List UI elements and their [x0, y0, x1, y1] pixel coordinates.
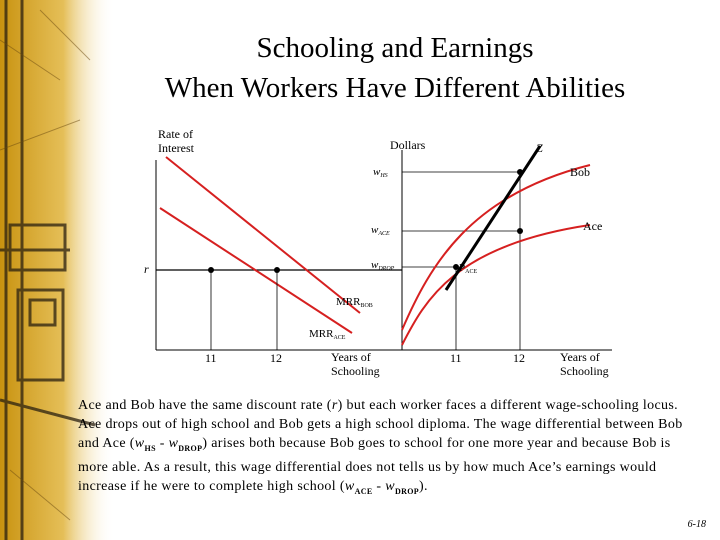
- title-line-2: When Workers Have Different Abilities: [164, 72, 626, 104]
- mrr-ace-label: $MRR_{ACE}$: [309, 328, 346, 341]
- left-point-ace: [208, 267, 214, 273]
- mrr-bob-label: $MRR_{BOB}$: [336, 296, 373, 309]
- explanation-paragraph: Ace and Bob have the same discount rate (r) but each worker faces a different wage-schooling locus. Ace drops out of high school and Bob gets a high school diploma. The wage differential between Bob and Ace $(w_{HS} - w_{DROP})$ arises both because Bob goes to school for one more year and because Bob is more able. As a result, this wage differential does not tells us by how much Ace’s earnings would increase if he were to complete high school $(w_{ACE} - w_{DROP})$.: [78, 398, 683, 496]
- ace-label: Ace: [583, 219, 603, 233]
- left-y-label-2: Interest: [158, 141, 194, 155]
- right-x-label-2: Schooling: [560, 364, 609, 378]
- z-label: Z: [536, 141, 543, 155]
- left-x-label-2: Schooling: [331, 364, 380, 378]
- title-line-1: Schooling and Earnings: [256, 32, 534, 64]
- right-tick-11: 11: [450, 351, 462, 365]
- bob-label: Bob: [570, 165, 591, 179]
- r-label: r: [144, 262, 149, 276]
- w-ace-label: $w_{ACE}$: [371, 224, 390, 237]
- right-tick-12: 12: [513, 351, 525, 365]
- right-y-label: Dollars: [390, 138, 426, 152]
- point-bob-hs: [517, 169, 523, 175]
- ace-locus: [402, 225, 590, 345]
- left-tick-11: 11: [205, 351, 217, 365]
- mrr-bob-curve: [166, 157, 360, 313]
- left-tick-12: 12: [270, 351, 282, 365]
- point-ace-12: [517, 228, 523, 234]
- right-x-label-1: Years of: [560, 350, 600, 364]
- left-x-label-1: Years of: [331, 350, 371, 364]
- bob-locus: [402, 165, 590, 330]
- w-hs-label: $w_{HS}$: [373, 166, 388, 179]
- p-ace-label: $P_{ACE}$: [459, 262, 478, 275]
- left-y-label-1: Rate of: [158, 127, 193, 141]
- slide-number: 6-18: [687, 519, 706, 530]
- w-drop-label: $w_{DROP}$: [371, 259, 395, 272]
- left-point-bob: [274, 267, 280, 273]
